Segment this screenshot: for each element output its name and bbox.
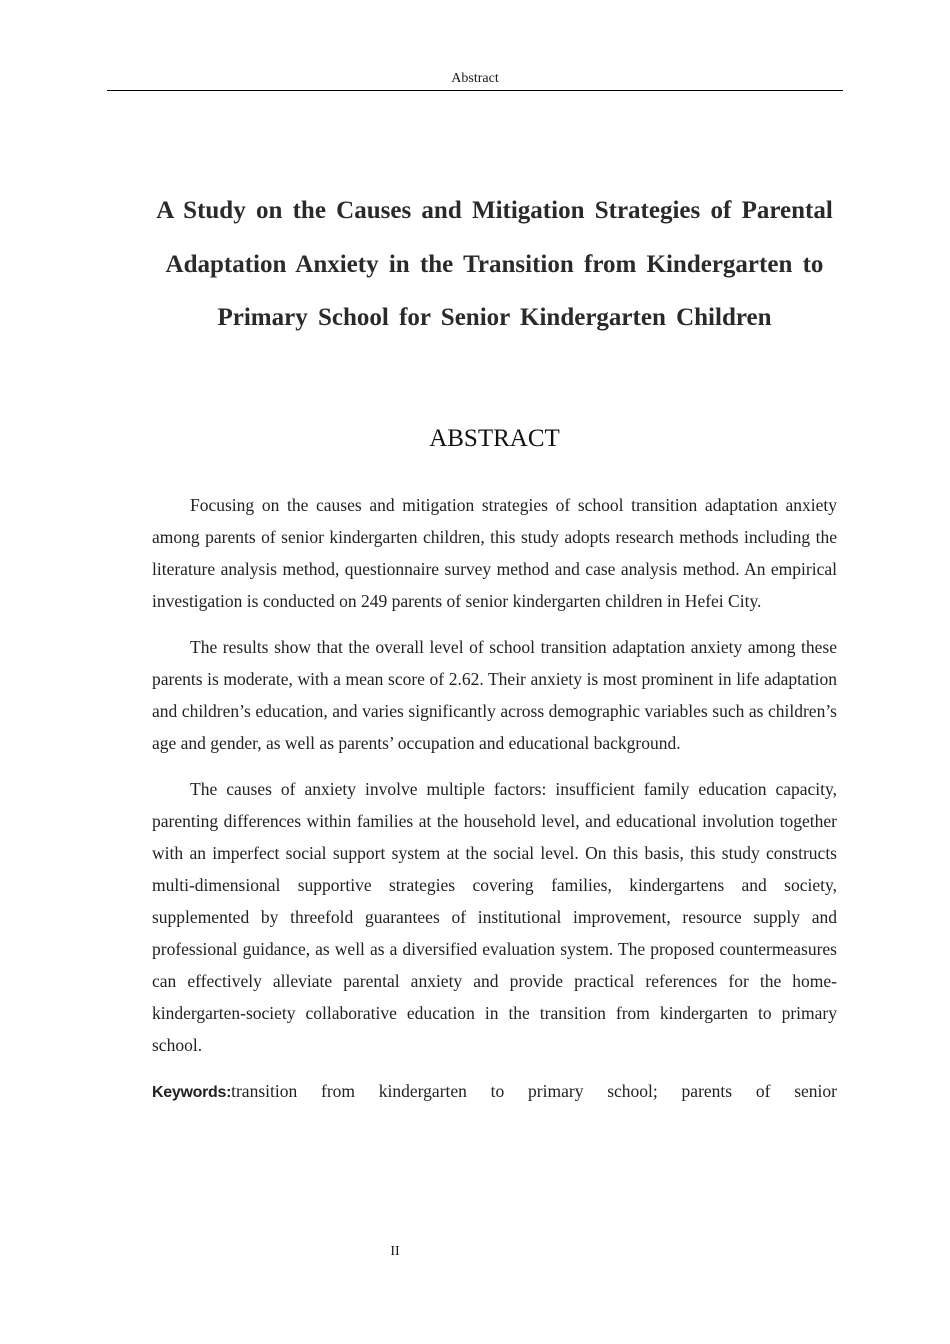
keywords-label: Keywords:: [152, 1084, 232, 1101]
keywords-text: transition from kindergarten to primary school; parents of senior: [231, 1081, 837, 1101]
abstract-paragraph-1: Focusing on the causes and mitigation strategies of school transition adaptation anxiety among parents of senior kindergarten children, this study adopts research methods including the literature analysis method, questionnaire survey method and case analysis method. An empirical investigation is conducted on 249 parents of senior kindergarten children in Hefei City.: [152, 495, 837, 611]
keywords-line: [152, 1075, 837, 1109]
page-title: A Study on the Causes and Mitigation Strategies of Parental Adaptation Anxiety in the Transition from Kindergarten to Primary School for Senior Kindergarten Children: [156, 197, 833, 331]
page-number: II: [390, 1244, 400, 1259]
abstract-body: [152, 489, 837, 1109]
abstract-paragraph-2: The results show that the overall level of school transition adaptation anxiety among these parents is moderate, with a mean score of 2.62. Their anxiety is most prominent in life adaptation and children’s education, and varies significantly across demographic variables such as children’s age and gender, as well as parents’ occupation and educational background.: [152, 637, 837, 753]
running-header: Abstract: [107, 70, 843, 91]
abstract-paragraph-3: The causes of anxiety involve multiple factors: insufficient family education capacity, parenting differences within families at the household level, and educational involution together with an imperfect social support system at the social level. On this basis, this study constructs multi-dimensional supportive strategies covering families, kindergartens and society, supplemented by threefold guarantees of institutional improvement, resource supply and professional guidance, as well as a diversified evaluation system. The proposed countermeasures can effectively alleviate parental anxiety and provide practical references for the home-kindergarten-society collaborative education in the transition from kindergarten to primary school.: [152, 779, 837, 1055]
abstract-heading: ABSTRACT: [429, 425, 560, 452]
